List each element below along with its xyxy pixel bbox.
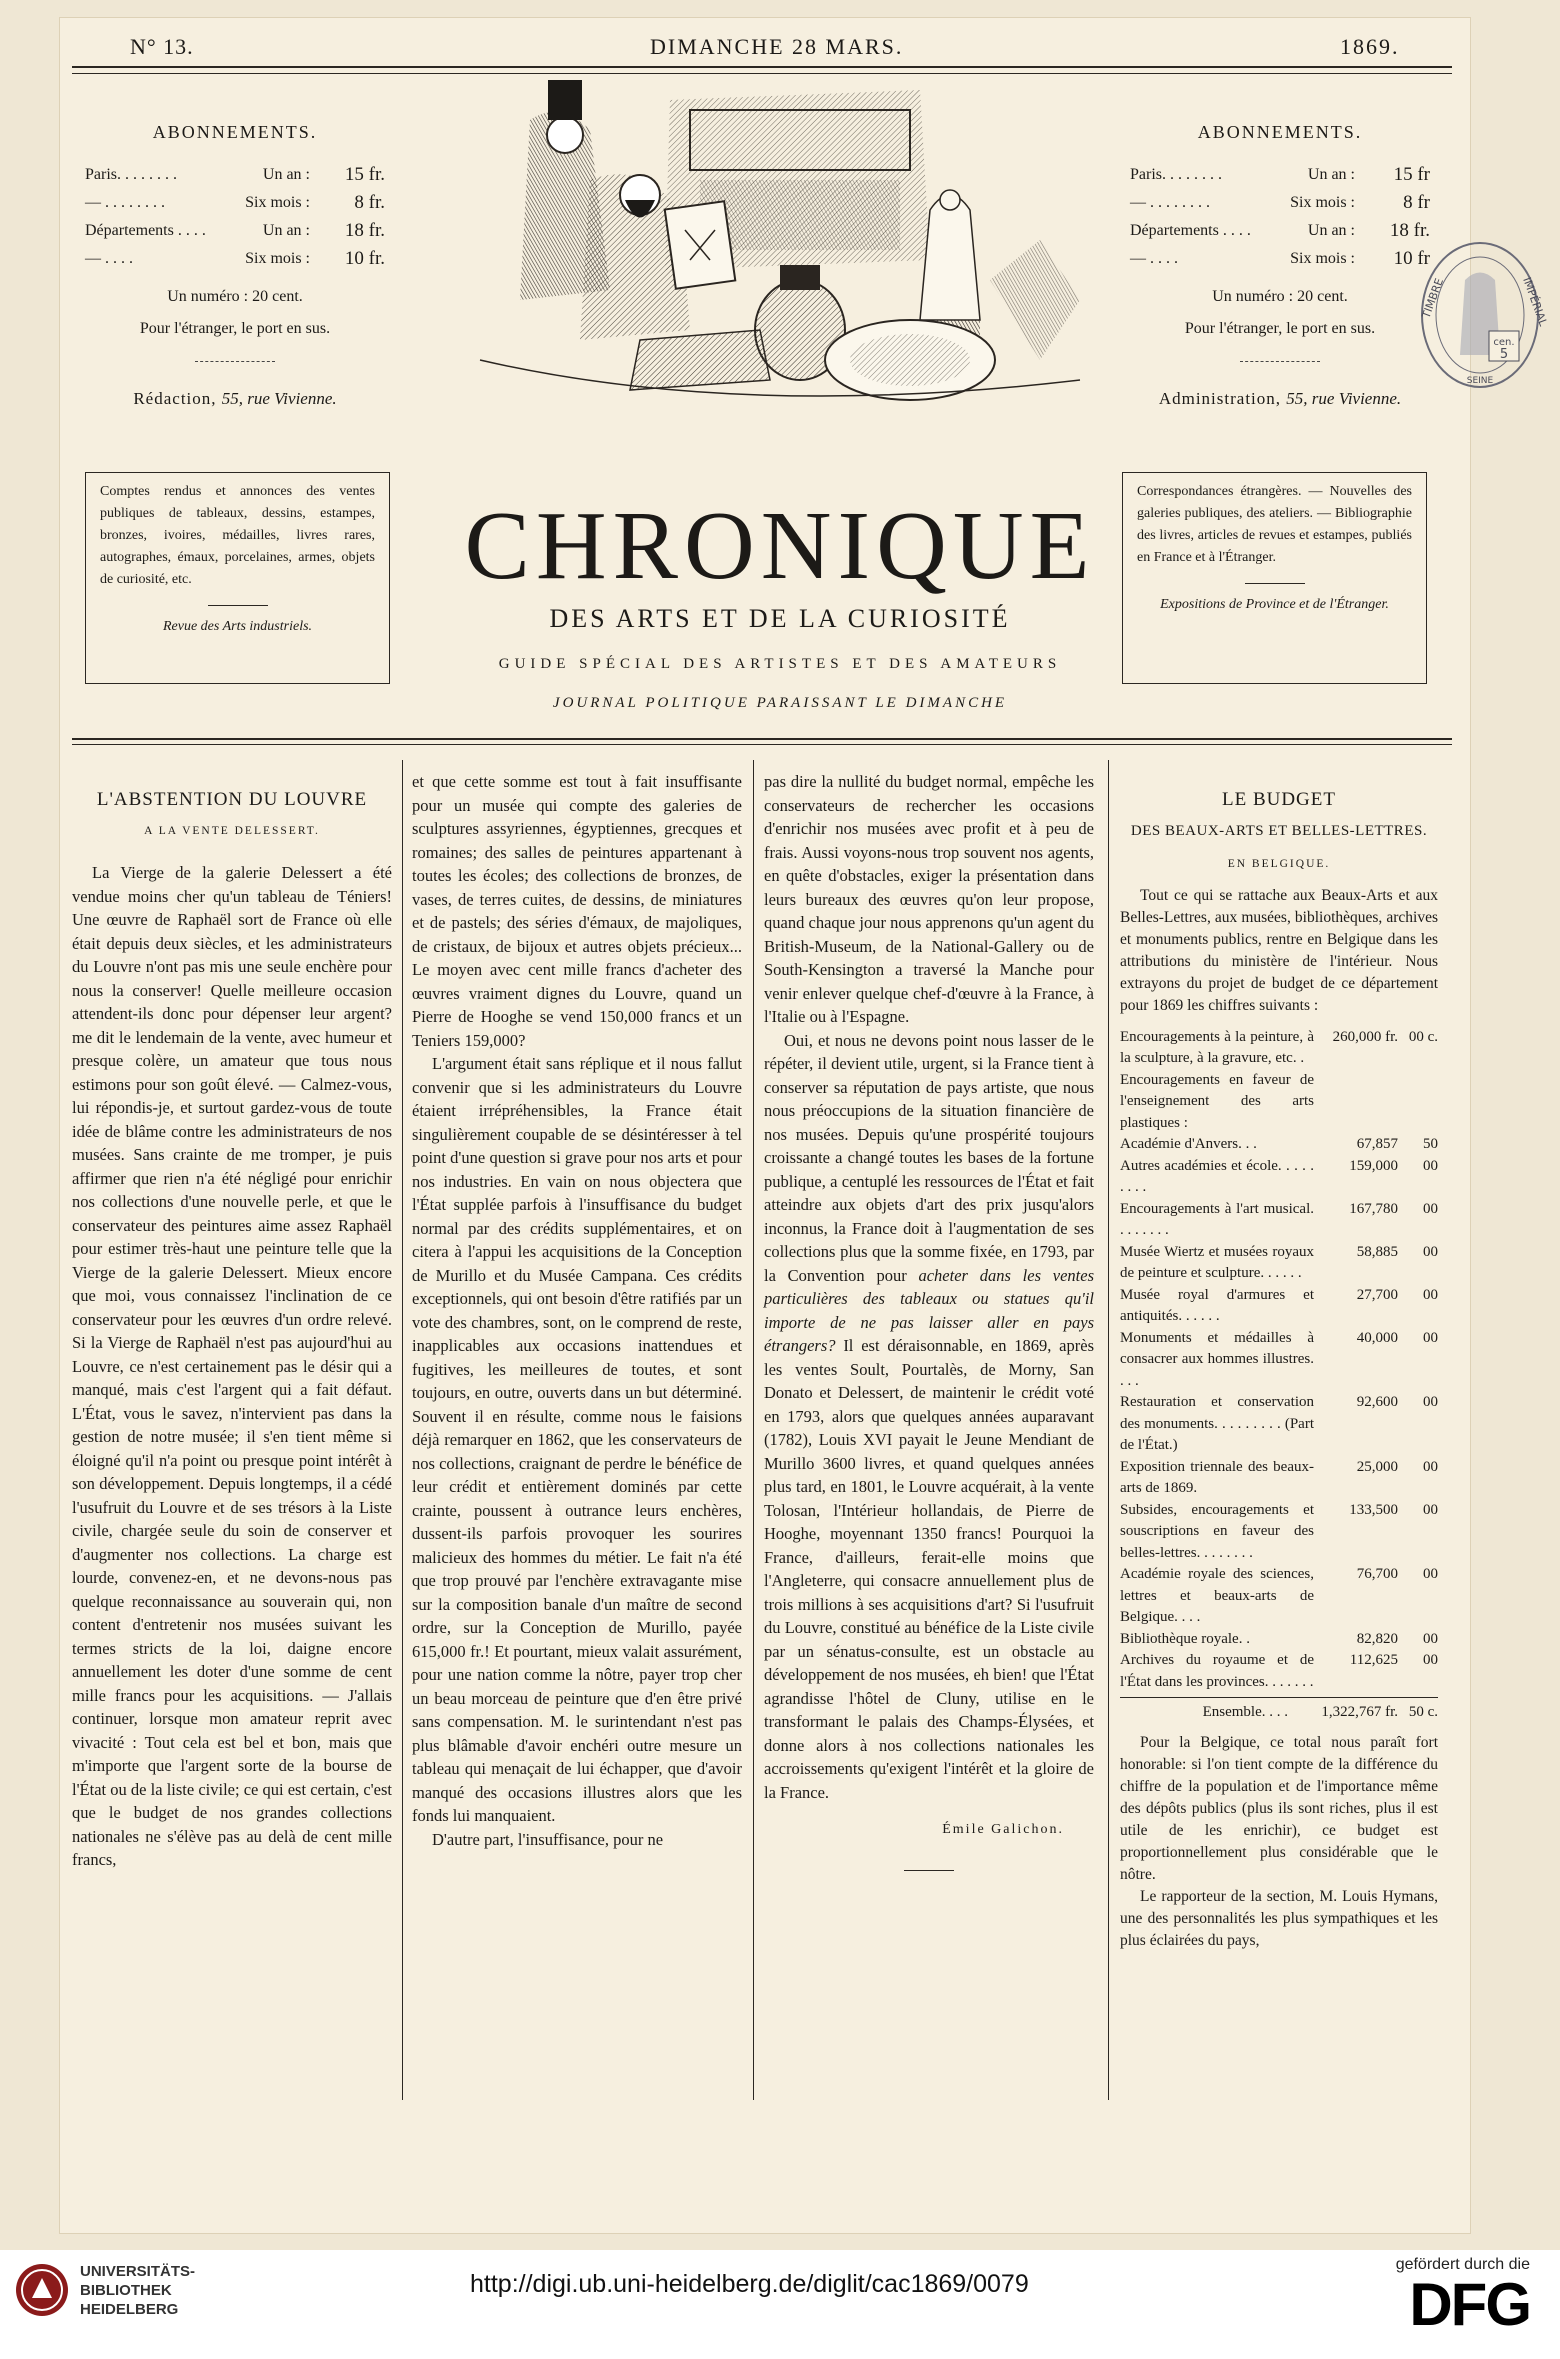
box-right — [1122, 472, 1427, 684]
masthead-tagline: GUIDE SPÉCIAL DES ARTISTES ET DES AMATEURS — [498, 656, 1062, 672]
abo-row: Départements . . . . Un an : 18 fr. — [85, 220, 385, 241]
column-4 — [1120, 770, 1438, 1952]
top-line — [70, 18, 1410, 59]
article-paragraph: Oui, et nous ne devons point nous lasser de le répéter, il devient utile, urgent, si la France tient à conserver sa réputation de pays artiste, que nous nous préoccupions de la situation financière de nos musées. Depuis qu'une prospérité toujours croissante a changé toutes les bases de la fortune publique, a centuplé les ressources de l'État et fait atteindre aux objets d'art des prix jusqu'alors inconnus, la France doit à l'augmentation de ses collections plus que la somme fixée, en 1793, par la Convention pour acheter dans les ventes particulières des tableaux ou statues qu'il importe de ne pas laisser aller en pays étrangers? Il est déraisonnable, en 1869, après les ventes Soult, Pourtalès, de Morny, San Donato et Delessert, de maintenir le crédit voté en 1793, alors que quelques années auparavant (1782), Louis XVI payait le Jeune Mendiant de Murillo 3600 livres, et quand quelques années plus tard, en 1801, le Louvre acquérait, à la vente Tolosan, l'Intérieur hollandais, de Pierre de Hooghe, moyennant 1350 francs! Pourquoi la France, d'ailleurs, ferait-elle moins que l'Angleterre, qui consacre annuellement plus de trois millions à ses acquisitions d'art? Si l'usufruit du Louvre, constitué au bénéfice de la Liste civile par un sénatus-consulte, est un obstacle au développement de nos musées, eh bien! que l'État agrandisse l'hôtel de Cluny, utilise en le transformant le palais des Champs-Élysées, et donne alors à nos collections nationales les accroissements qu'exigent l'intérêt et la gloire de la France. — [764, 1030, 1095, 1802]
column-3 — [764, 770, 1094, 1871]
ornament-divider — [1240, 361, 1320, 363]
box-divider — [1245, 583, 1305, 584]
masthead-engraving — [440, 60, 1120, 430]
box-right-text: Correspondances étrangères. — Nouvelles des galeries publiques, des ateliers. — Bibliographie des livres, articles de revues et estampes, publiés en France et à l'Étranger. — [1137, 484, 1412, 565]
budget-row: Subsides, encouragements et souscriptions en faveur des belles-lettres. . . . . . . . 133,500 00 — [1120, 1501, 1438, 1561]
column-divider — [402, 760, 403, 2100]
abonnements-left — [85, 122, 385, 409]
funded-by-label: gefördert durch die — [1395, 2256, 1530, 2273]
article-paragraph: pas dire la nullité du budget normal, empêche les conservateurs de rechercher les occasions d'enrichir nos musées avec profit et à peu de frais. Aussi voyons-nous trop souvent nos agents, en quête d'obstacles, exiger la présentation dans leurs bureaux des œuvres qu'on leur propose, quand chaque jour nous apprenons qu'un agent du British-Museum, de la National-Gallery ou de South-Kensington a traversé la Manche pour venir enlever quelque chef-d'œuvre à la France, à l'Italie ou à l'Espagne. — [764, 772, 1094, 1026]
viewer-footer — [0, 2250, 1560, 2359]
column-divider — [753, 760, 754, 2100]
masthead-journal-note: JOURNAL POLITIQUE PARAISSANT LE DIMANCHE — [552, 695, 1008, 711]
abo-row: Paris. . . . . . . . Un an : 15 fr — [1130, 164, 1430, 185]
header-bottom-rule-thin — [72, 744, 1452, 745]
budget-intro: Tout ce qui se rattache aux Beaux-Arts et aux Belles-Lettres, aux musées, bibliothèques, archives et monuments publics, rentre en Belgique dans les attributions du ministère de l'intérieur. Nous extrayons du projet de budget de ce département pour 1869 les chiffres suivants : — [1120, 886, 1438, 1014]
ornament-divider — [195, 361, 275, 363]
svg-text:SEINE: SEINE — [1466, 376, 1494, 386]
budget-row: Encouragements à la peinture, à la sculpture, à la gravure, etc. . 260,000 fr. 00 c. — [1120, 1028, 1438, 1066]
box-left-text: Comptes rendus et annonces des ventes publiques de tableaux, dessins, estampes, bronzes, ivoires, médailles, livres rares, autographes, émaux, porcelaines, armes, objets de curiosité, etc. — [100, 484, 375, 587]
budget-total-row: Ensemble. . . . 1,322,767 fr. 50 c. — [1120, 1697, 1438, 1724]
masthead-title: CHRONIQUE — [464, 492, 1096, 600]
abonnements-right — [1130, 122, 1430, 409]
issue-number: N° 13. — [130, 34, 194, 59]
abo-row: — . . . . Six mois : 10 fr. — [85, 248, 385, 269]
budget-table — [1120, 1027, 1438, 1724]
issue-year: 1869. — [1340, 34, 1400, 59]
svg-text:5: 5 — [1499, 347, 1509, 362]
uni-name-line: UNIVERSITÄTS- — [80, 2263, 196, 2280]
university-seal-icon — [14, 2262, 70, 2318]
budget-row: Monuments et médailles à consacrer aux hommes illustres. . . . 40,000 00 — [1120, 1329, 1438, 1389]
budget-row: Musée Wiertz et musées royaux de peinture et sculpture. . . . . . 58,885 00 — [1120, 1243, 1438, 1281]
abo-row: — . . . . Six mois : 10 fr — [1130, 248, 1430, 269]
abo-row: Départements . . . . Un an : 18 fr. — [1130, 220, 1430, 241]
svg-text:IMPÉRIAL: IMPÉRIAL — [1520, 275, 1550, 328]
dfg-wordmark: DFG — [1409, 2271, 1530, 2338]
article-signature: Émile Galichon. — [942, 1822, 1064, 1837]
budget-conclusion: Le rapporteur de la section, M. Louis Hymans, une des personnalités les plus sympathiques et les plus éclairées du pays, — [1120, 1887, 1438, 1949]
abo-row: — . . . . . . . . Six mois : 8 fr. — [85, 192, 385, 213]
university-logo — [14, 2262, 195, 2319]
svg-text:TIMBRE: TIMBRE — [1419, 276, 1447, 321]
budget-row: Académie d'Anvers. . . 67,857 50 — [1120, 1136, 1438, 1152]
box-divider — [208, 605, 268, 606]
etranger-note: Pour l'étranger, le port en sus. — [139, 320, 331, 337]
header-bottom-rule — [72, 738, 1452, 740]
budget-row: Académie royale des sciences, lettres et beaux-arts de Belgique. . . . 76,700 00 — [1120, 1566, 1438, 1625]
budget-country: EN BELGIQUE. — [1227, 858, 1331, 870]
abo-row: Paris. . . . . . . . Un an : 15 fr. — [85, 164, 385, 185]
article-subtitle: A LA VENTE DELESSERT. — [144, 824, 320, 837]
abo-row: — . . . . . . . . Six mois : 8 fr — [1130, 192, 1430, 213]
article-paragraph: D'autre part, l'insuffisance, pour ne — [432, 1829, 664, 1849]
masthead-subtitle: DES ARTS ET DE LA CURIOSITÉ — [549, 604, 1011, 633]
abonnements-title: ABONNEMENTS. — [152, 122, 318, 142]
budget-row: Restauration et conservation des monuments. . . . . . . . . (Part de l'État.) 92,600 00 — [1120, 1394, 1438, 1453]
budget-row: Musée royal d'armures et antiquités. . . . . . 27,700 00 — [1120, 1286, 1438, 1324]
article-paragraph: La Vierge de la galerie Delessert a été vendue moins cher qu'un tableau de Téniers! Une œuvre de Raphaël sort de France où elle était depuis deux siècles, et les administrateurs du Louvre n'ont pas mis une seule enchère pour nous la conserver! Quelle meilleure occasion attendent-ils donc pour dépenser leur argent? me dit le lendemain de la vente, avec humeur et presque colère, un amateur que tous nous estimons pour son goût élevé. — Calmez-vous, lui répondis-je, et surtout gardez-vous de toute idée de blâme contre les administrateurs de nos musées. Sans crainte de me tromper, je puis affirmer que rien n'a été négligé pour enrichir nos collections d'une nouvelle perle, et que le conservateur des peintures aime assez Raphaël pour estimer très-haut une peinture telle que la Vierge de la galerie Delessert. Mieux encore que moi, vous connaissez l'inclination de ce conservateur pour les œuvres d'un ordre relevé. Si la Vierge de Raphaël n'est pas aujourd'hui au Louvre, ce n'est certainement pas le désir qui a manqué, mais c'est l'argent qui a fait défaut. L'État, vous le savez, n'intervient pas dans la gestion de notre musée; il s'en tient même si éloigné qu'il n'a point ou presque point intérêt à son développement. Depuis longtemps, il a cédé l'usufruit du Louvre et de ses trésors à la Liste civile, chargée seule du soin de conserver et d'augmenter nos collections. La charge est lourde, convenez-en, et ne devons-nous pas quelque reconnaissance au souverain qui, non content d'entretenir nos musées suivant les termes stricts de la loi, daigne encore annuellement les doter d'une somme de cent mille francs pour les acquisitions. — J'allais continuer, lorsque mon amateur reprit avec vivacité : Tout cela est bel et bon, mais que m'importe que l'argent sorte de la bourse de l'État ou de la liste civile; ce qui est certain, c'est que le budget de nos grandes collections nationales ne s'élève pas au delà de cent mille francs, — [72, 863, 392, 1869]
article-paragraph: et que cette somme est tout à fait insuffisante pour un musée qui compte des galeries de sculptures assyriennes, égyptiennes, grecques et romaines; des salles de peintures appartenant à toutes les écoles; des collections de bronzes, de vases, de terres cuites, de dessins, de miniatures et de pastels; des séries d'émaux, de majoliques, de cristaux, de bijoux et autres objets précieux... Le moyen avec cent mille francs d'acheter des œuvres vraiment dignes du Louvre, quand un Pierre de Hooghe se vend 150,000 francs et un Teniers 159,000? — [412, 772, 742, 1050]
budget-row: Encouragements à l'art musical. . . . . . . . 167,780 00 — [1120, 1200, 1438, 1238]
imperial-stamp-icon — [1415, 235, 1550, 395]
uni-name-line: HEIDELBERG — [80, 2301, 179, 2318]
svg-text:cen.: cen. — [1493, 337, 1515, 348]
budget-title: LE BUDGET — [1221, 789, 1336, 810]
budget-row: Exposition triennale des beaux-arts de 1869. 25,000 00 — [1120, 1458, 1438, 1496]
end-divider — [904, 1870, 954, 1871]
etranger-note: Pour l'étranger, le port en sus. — [1184, 320, 1376, 337]
box-right-foot: Expositions de Province et de l'Étranger. — [1160, 597, 1389, 612]
permalink-url[interactable]: http://digi.ub.uni-heidelberg.de/diglit/cac1869/0079 — [470, 2270, 1029, 2298]
numero-price: Un numéro : 20 cent. — [1212, 288, 1348, 305]
budget-subtitle: DES BEAUX-ARTS ET BELLES-LETTRES. — [1130, 822, 1428, 839]
budget-row: Autres académies et école. . . . . . . . . 159,000 00 — [1120, 1157, 1438, 1195]
administration-address: Administration, 55, rue Vivienne. — [1158, 389, 1402, 408]
abonnements-title: ABONNEMENTS. — [1197, 122, 1363, 142]
budget-row: Archives du royaume et de l'État dans les provinces. . . . . . . 112,625 00 — [1120, 1652, 1438, 1690]
dfg-logo — [1396, 2256, 1530, 2336]
box-left-foot: Revue des Arts industriels. — [162, 619, 313, 634]
numero-price: Un numéro : 20 cent. — [167, 288, 303, 305]
column-2 — [412, 770, 742, 1851]
budget-row: Encouragements en faveur de l'enseignement des arts plastiques : — [1120, 1071, 1314, 1131]
box-left — [85, 472, 390, 684]
article-paragraph: L'argument était sans réplique et il nous fallut convenir que si les administrateurs du Louvre étaient irrépréhensibles, la France était singulièrement coupable de se désintéresser à tel point d'une question si grave pour nos arts et pour nos industries. En vain on nous objectera que l'État supplée parfois à l'insuffisance du budget normal par des crédits supplémentaires, et on citera à l'appui les acquisitions de la Conception de Murillo et du Musée Campana. Ces crédits exceptionnels, qui ont besoin d'être ratifiés par un vote des chambres, sont, on le comprend de reste, inapplicables aux occasions inattendues et fugitives, les meilleures de toutes, et sont toujours, en outre, ouverts dans un but déterminé. Souvent il en résulte, comme nous le faisions déjà remarquer en 1862, que les conservateurs de nos collections, craignant de perdre le bénéfice de leur crédit et entièrement dominés par cette crainte, poussent à outrance leurs enchères, dussent-ils parfois provoquer les sourires malicieux des hommes du métier. Le fait n'a été que trop prouvé par l'enchère extravagante mise sur la composition banale d'un maître de second ordre, sur la Conception de Murillo, payée 615,000 fr.! Et pourtant, mieux valait assurément, pour une nation comme la nôtre, payer trop cher un beau morceau de peinture que d'en être privé sans compensation. M. le surintendant n'est pas plus blâmable d'avoir enchéri outre mesure un tableau qui menaçait de lui échapper, que d'avoir manqué des occasions illustres alors que les fonds lui manquaient. — [412, 1054, 742, 1825]
article-title: L'ABSTENTION DU LOUVRE — [96, 789, 368, 810]
budget-row: Bibliothèque royale. . 82,820 00 — [1120, 1630, 1438, 1647]
budget-conclusion: Pour la Belgique, ce total nous paraît fort honorable: si l'on tient compte de la différence du chiffre de la population et de l'importance même des dépôts publics (plus ils sont riches, plus il est utile de les enrichir), ce budget est proportionnellement plus considérable que le nôtre. — [1120, 1733, 1438, 1883]
column-divider — [1108, 760, 1109, 2100]
column-1 — [72, 770, 392, 1872]
redaction-address: Rédaction, 55, rue Vivienne. — [133, 389, 337, 408]
issue-date: DIMANCHE 28 MARS. — [650, 34, 904, 59]
uni-name-line: BIBLIOTHEK — [80, 2282, 172, 2299]
